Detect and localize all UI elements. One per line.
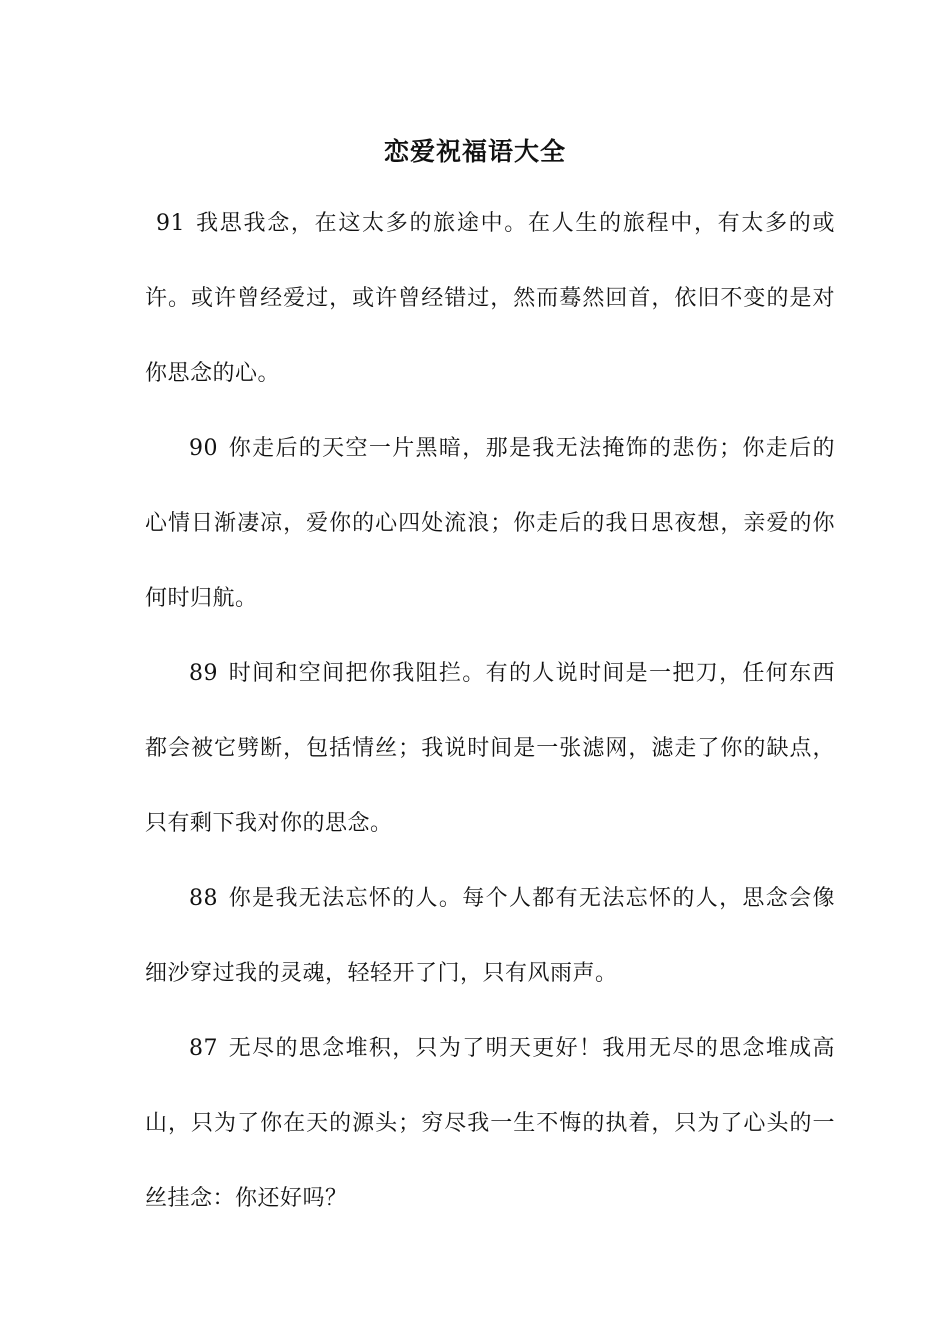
paragraph-90 [145,411,835,636]
document-title: 恋爱祝福语大全 [383,137,566,166]
paragraph-number: 88 [189,886,218,911]
paragraph-text: 无尽的思念堆积，只为了明天更好！我用无尽的思念堆成高山，只为了你在天的源头；穷尽我一生不悔的执着，只为了心头的一丝挂念：你还好吗？ [145,1036,835,1211]
paragraph-number: 89 [189,661,218,686]
paragraph-number: 90 [189,436,218,461]
paragraph-91 [145,186,835,411]
paragraph-text: 我思我念，在这太多的旅途中。在人生的旅程中，有太多的或许。或许曾经爱过，或许曾经错过，然而蓦然回首，依旧不变的是对你思念的心。 [145,211,835,386]
paragraph-text: 时间和空间把你我阻拦。有的人说时间是一把刀，任何东西都会被它劈断，包括情丝；我说时间是一张滤网，滤走了你的缺点，只有剩下我对你的思念。 [145,661,835,836]
paragraph-number: 91 [156,211,185,236]
paragraph-89 [145,636,835,861]
paragraph-text: 你是我无法忘怀的人。每个人都有无法忘怀的人，思念会像细沙穿过我的灵魂，轻轻开了门，只有风雨声。 [145,886,835,986]
document-body [145,186,835,1236]
paragraph-number: 87 [189,1036,218,1061]
paragraph-88 [145,861,835,1011]
paragraph-87 [145,1011,835,1236]
paragraph-text: 你走后的天空一片黑暗，那是我无法掩饰的悲伤；你走后的心情日渐凄凉，爱你的心四处流浪；你走后的我日思夜想，亲爱的你何时归航。 [145,436,835,611]
